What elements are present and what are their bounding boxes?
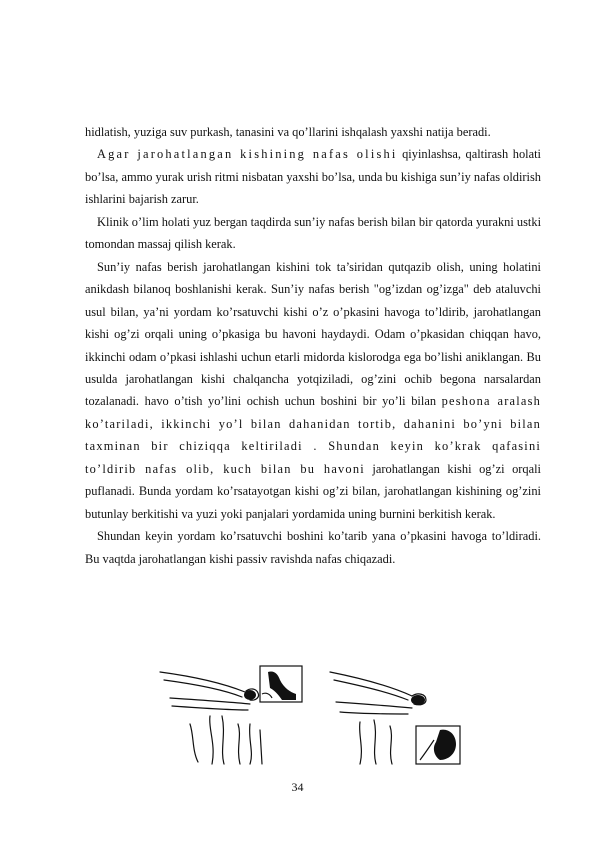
paragraph-2 <box>85 143 541 210</box>
paragraph-5: Shundan keyin yordam ko’rsatuvchi boshini ko’tarib yana o’pkasini havoga to’ldiradi. Bu vaqtda jarohatlangan kishi passiv ravishda nafas chiqazadi. <box>85 529 541 566</box>
mouth-to-mouth-resuscitation-illustration-icon <box>150 664 470 768</box>
paragraph-4-part-b: peshona aralash ko’tariladi, ikkinchi yo’l bilan dahanidan tortib, dahanini bo’yni bilan taxminan bir chiziqqa keltiriladi . Shundan keyin ko’krak qafasini to’ldirib nafas olib, kuch bilan bu havoni <box>85 394 541 476</box>
resuscitation-figure <box>150 664 470 768</box>
paragraph-4 <box>85 256 541 525</box>
paragraph-2-rest: qiyinlashsa, qaltirash holati bo’lsa, ammo yurak urish ritmi nisbatan yaxshi bo’lsa, unda bu kishiga sun’iy nafas oldirish ishlarini bajarish zarur. <box>85 147 541 207</box>
paragraph-2-lead: Agar jarohatlangan kishining nafas olishi <box>97 147 398 162</box>
body-text <box>85 121 541 570</box>
page-number: 34 <box>291 780 304 794</box>
paragraph-4-part-c: jarohatlangan kishi og’zi orqali puflanadi. Bunda yordam ko’rsatayotgan kishi og’zi bilan, jarohatlangan kishining og’zini butunlay berkitishi va yuzi yoki panjalari yordamida uning burnini berkitish kerak. <box>85 461 542 521</box>
paragraph-3: Klinik o’lim holati yuz bergan taqdirda sun’iy nafas berish bilan bir qatorda yurakni ustki tomondan massaj qilish kerak. <box>85 214 542 252</box>
paragraph-4-part-a: Sun’iy nafas berish jarohatlangan kishini tok ta’siridan qutqazib olish, uning holatini anikdash bilanoq boshlanishi kerak. Sun’iy nafas berish "og’izdan og’izga" deb ataluvchi usul bilan, ya’ni yordam ko’rsatuvchi kishi o’z o’pkasini havoga to’ldirib, jarohatlangan kishi og’zi orqali uning o’pkasiga bu havoni haydaydi. Odam o’pkasidan chiqqan havo, ikkinchi odam o’pkasi ishlashi uchun etarli midorda kislorodga ega bo’lishi aniklangan. Bu usulda jarohatlangan kishi chalqancha yotqiziladi, og’zini ochib begona narsalardan tozalanadi. havo o’tish yo’lini ochish uchun boshini bir yo’li bilan <box>85 259 541 409</box>
paragraph-1: hidlatish, yuziga suv purkash, tanasini va qo’llarini ishqalash yaxshi natija beradi. <box>85 125 491 139</box>
